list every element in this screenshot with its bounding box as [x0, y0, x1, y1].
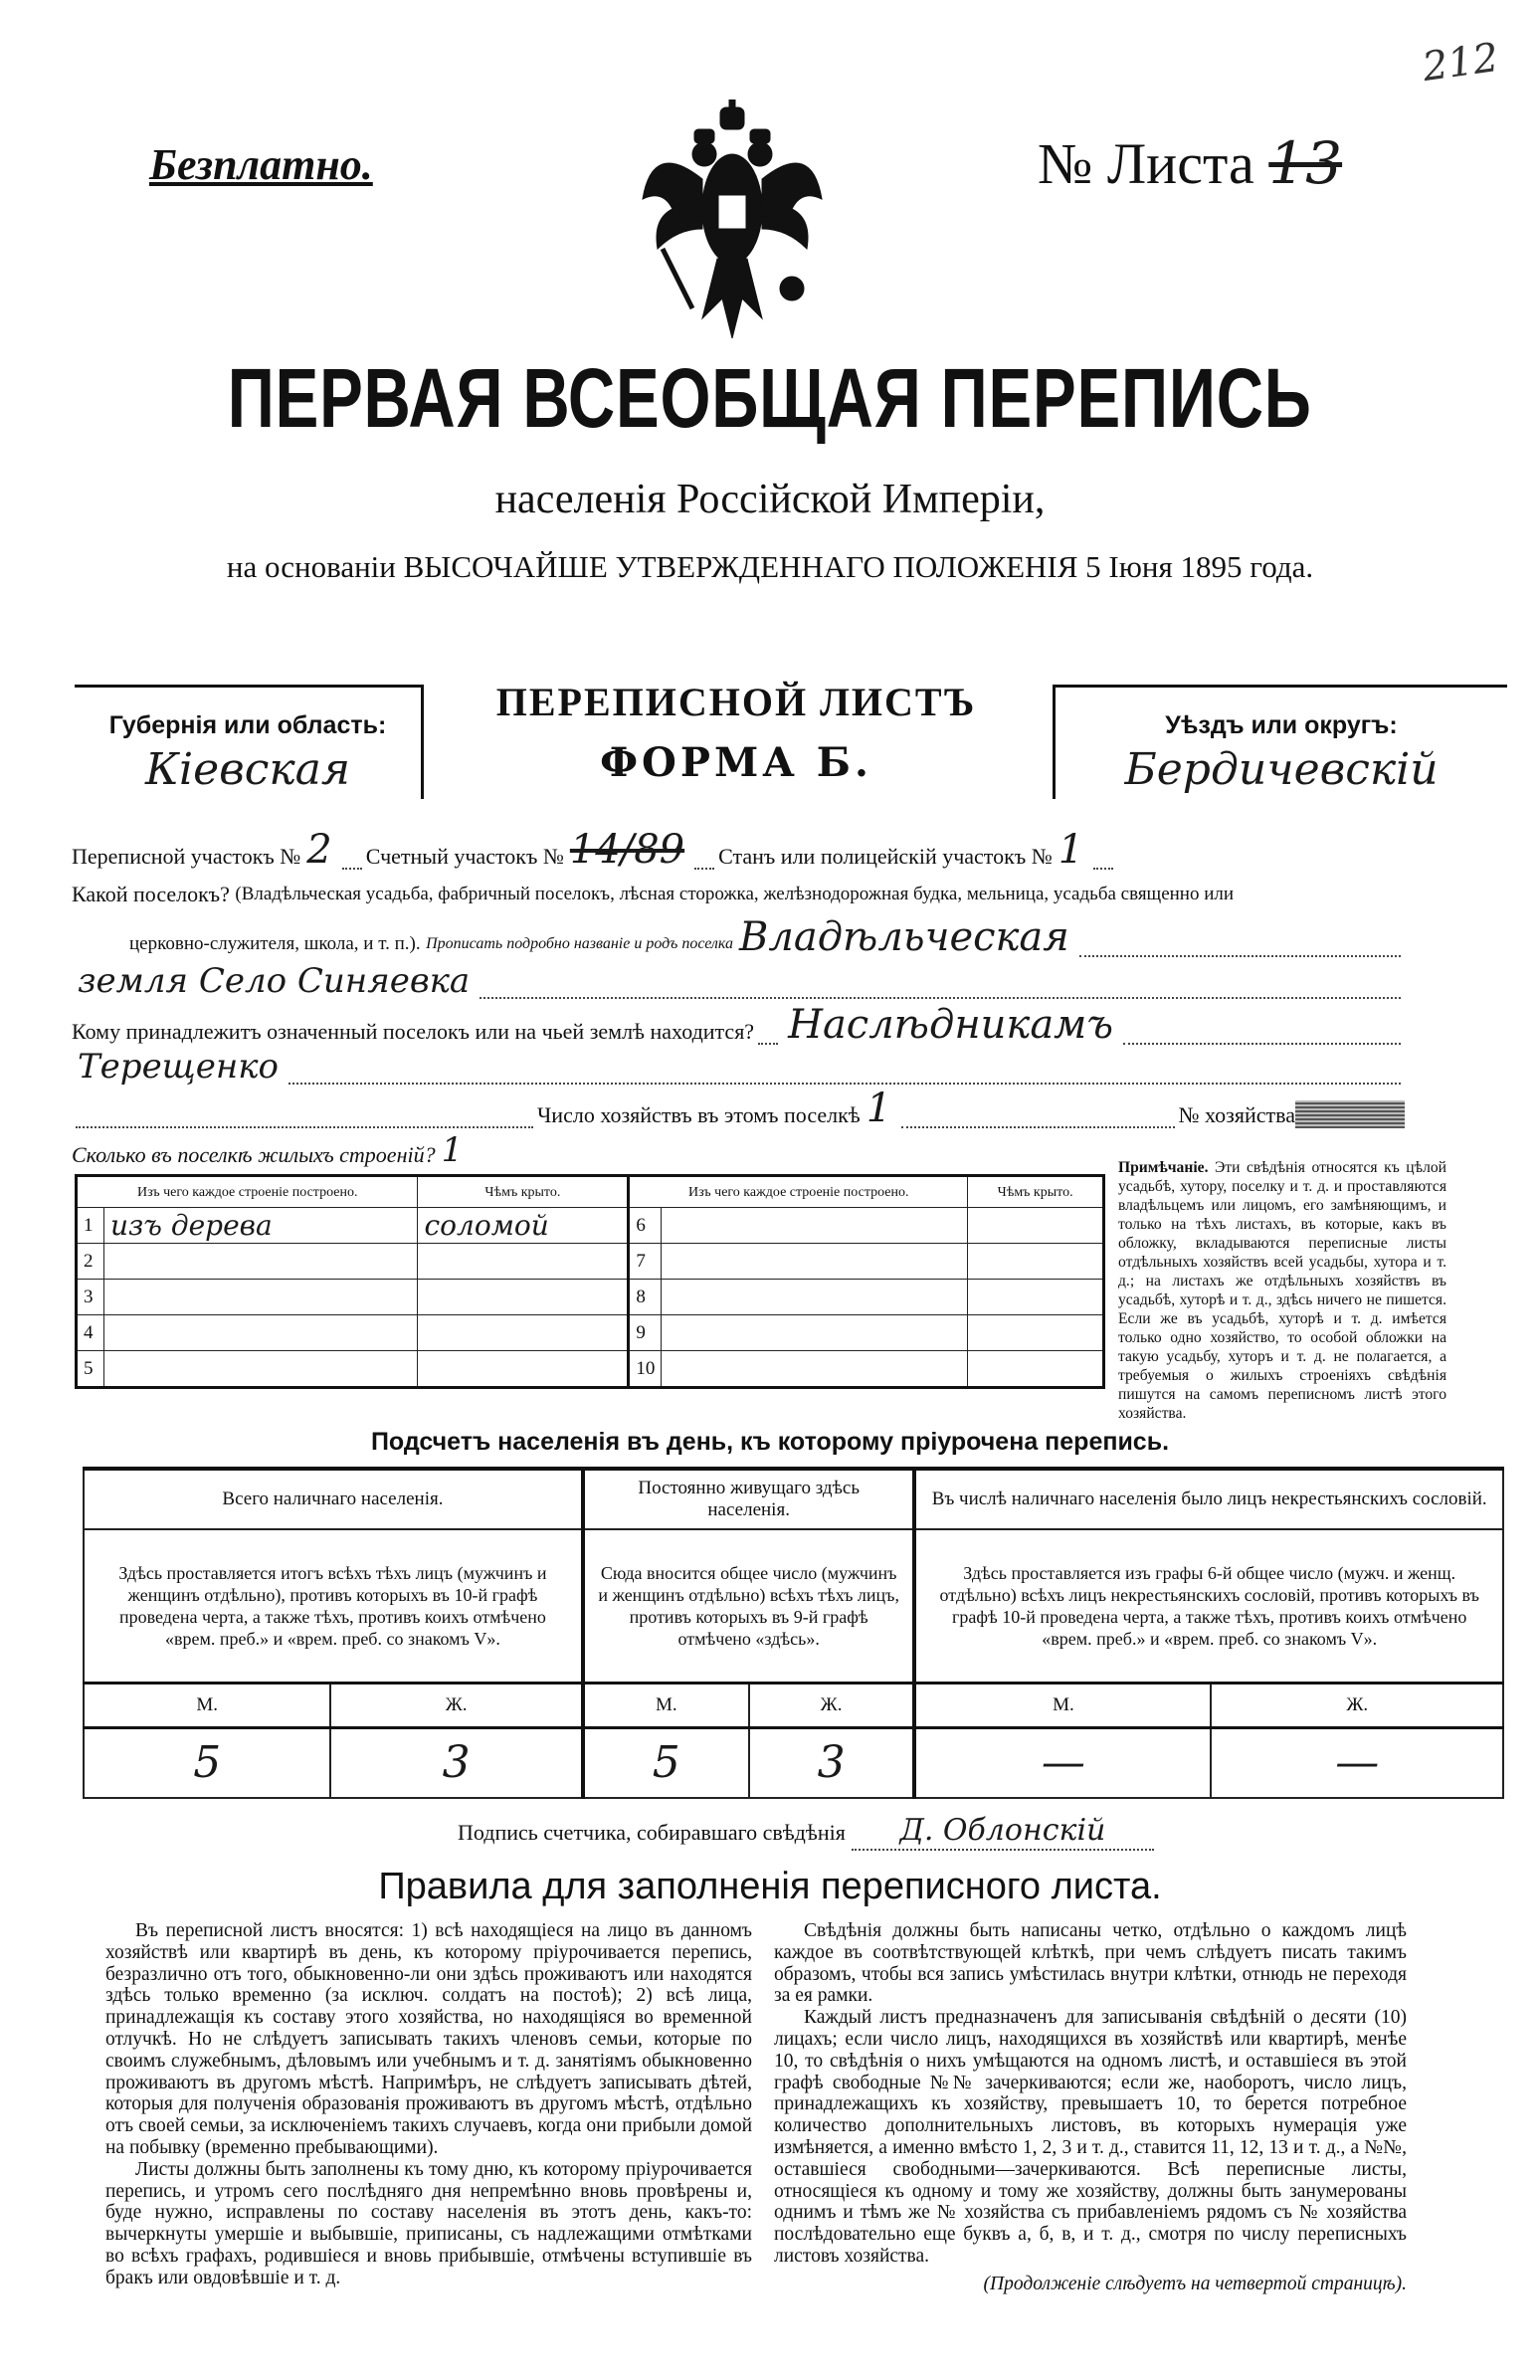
buildings-note [1118, 1158, 1446, 1423]
signature-field[interactable] [852, 1813, 1154, 1851]
building-roof-cell[interactable] [968, 1351, 1104, 1388]
settlement-hint-line [129, 914, 1405, 960]
building-material-cell[interactable] [662, 1351, 968, 1388]
enumerator-signature-line [458, 1813, 1154, 1851]
buildings-table [75, 1174, 1105, 1389]
owner-value-line [72, 1049, 1405, 1085]
col-material-left: Изъ чего каждое строеніе построено. [77, 1176, 418, 1208]
col-roof-left: Чѣмъ крыто. [418, 1176, 629, 1208]
signature-label: Подпись счетчика, собиравшаго свѣдѣнія [458, 1820, 846, 1845]
building-roof-cell[interactable] [418, 1315, 629, 1351]
building-row [77, 1315, 1104, 1351]
male-count-value[interactable]: 5 [583, 1728, 749, 1799]
rules-left-column [105, 1920, 752, 2289]
building-material-cell[interactable] [104, 1244, 418, 1280]
building-number: 3 [77, 1280, 104, 1315]
province-box [75, 685, 424, 799]
building-roof-cell[interactable] [418, 1280, 629, 1315]
building-material-cell[interactable] [662, 1315, 968, 1351]
building-number: 10 [629, 1351, 662, 1388]
document-subtitle: населенія Россійской Имперіи, [494, 477, 1046, 522]
building-material-cell[interactable] [662, 1208, 968, 1244]
building-number: 4 [77, 1315, 104, 1351]
building-material-cell[interactable] [662, 1280, 968, 1315]
building-number: 1 [77, 1208, 104, 1244]
male-label: М. [914, 1684, 1211, 1728]
building-roof-cell[interactable] [968, 1315, 1104, 1351]
household-no-label: № хозяйства [1178, 1102, 1295, 1127]
section-description: Здѣсь проставляется итогъ всѣхъ тѣхъ лицъ (мужчинъ и женщинъ отдѣльно), противъ которыхъ въ 10-й графѣ проведена черта, а также тѣхъ, противъ коихъ отмѣчено «врем. преб.» и «врем. преб. со знакомъ V». [84, 1529, 583, 1684]
settlement-value-1[interactable]: Владѣльческая [738, 914, 1069, 960]
areas-line [72, 827, 1096, 873]
section-header: Всего наличнаго населенія. [84, 1469, 583, 1529]
building-number: 2 [77, 1244, 104, 1280]
sheet-number-label: № Листа [1038, 131, 1254, 196]
building-number: 6 [629, 1208, 662, 1244]
section-description: Здѣсь проставляется изъ графы 6-й общее число (мужч. и женщ. отдѣльно) всѣхъ лицъ некрестьянскихъ сословій, противъ которыхъ въ графѣ 10-й проведена черта, а также тѣхъ, противъ коихъ отмѣчено «врем. преб.» и «врем. преб. со знакомъ V». [914, 1529, 1503, 1684]
document-title: ПЕРВАЯ ВСЕОБЩАЯ ПЕРЕПИСЬ [228, 351, 1312, 445]
owner-value-1[interactable]: Наслѣдникамъ [788, 1002, 1113, 1048]
settlement-value-2[interactable]: земля Село Синяевка [78, 961, 471, 1001]
building-material-cell[interactable] [104, 1315, 418, 1351]
census-area-label: Переписной участокъ № [72, 844, 301, 869]
province-value: Кіевская [144, 744, 351, 795]
household-no-redacted [1295, 1100, 1405, 1128]
buildings-label: Сколько въ поселкѣ жилыхъ строеній? [72, 1142, 436, 1167]
buildings-line [72, 1132, 569, 1168]
building-roof-cell[interactable]: соломой [418, 1208, 629, 1244]
female-count-value[interactable]: — [1211, 1728, 1503, 1799]
sheet-title-block [438, 679, 1035, 786]
police-area-label: Станъ или полицейскій участокъ № [718, 844, 1053, 869]
building-roof-cell[interactable] [968, 1280, 1104, 1315]
building-material-cell[interactable]: изъ дерева [104, 1208, 418, 1244]
building-row [77, 1280, 1104, 1315]
building-roof-cell[interactable] [968, 1244, 1104, 1280]
building-number: 7 [629, 1244, 662, 1280]
female-count-value[interactable]: 3 [749, 1728, 915, 1799]
section-header: Въ числѣ наличнаго населенія было лицъ некрестьянскихъ сословій. [914, 1469, 1503, 1529]
rules-title: Правила для заполненія переписного листа. [378, 1866, 1162, 1907]
settlement-value-line [72, 963, 1405, 999]
signature-value: Д. Облонскій [899, 1813, 1106, 1848]
rules-right-column [774, 1920, 1407, 2295]
settlement-hint-2: церковно-служителя, школа, и т. п.). [129, 933, 421, 954]
col-material-right: Изъ чего каждое строеніе построено. [629, 1176, 968, 1208]
owner-value-2[interactable]: Терещенко [78, 1047, 280, 1087]
building-row [77, 1208, 1104, 1244]
continuation-note: (Продолженіе слѣдуетъ на четвертой страницѣ). [983, 2273, 1407, 2294]
rules-paragraph: Въ переписной листъ вносятся: 1) всѣ находящіеся на лицо въ данномъ хозяйствѣ или квартирѣ въ день, къ которому пріурочивается перепись, безразлично отъ того, обыкновенно-ли они здѣсь проживаютъ или находятся здѣсь только временно (за исключ. солдатъ на постоѣ); 2) всѣ лица, принадлежащія къ составу этого хозяйства, но находящіяся во временной отлучкѣ. Но не слѣдуетъ записывать такихъ членовъ семьи, которые по своимъ служебнымъ, дѣловымъ или учебнымъ и т. д. занятіямъ обыкновенно проживаютъ въ другомъ мѣстѣ. Напримѣръ, не слѣдуетъ записывать дѣтей, которыя для полученія образованія проживаютъ въ другомъ мѣстѣ, отдѣльно отъ своей семьи, за исключеніемъ такихъ случаевъ, когда они прибыли домой на побывку (временно пребывающими). [105, 1920, 752, 2158]
settlement-label: Какой поселокъ? [72, 882, 230, 906]
sheet-number-value: 13 [1268, 129, 1343, 197]
building-roof-cell[interactable] [968, 1208, 1104, 1244]
note-label: Примѣчаніе. [1118, 1159, 1209, 1176]
section-header: Постоянно живущаго здѣсь населенія. [583, 1469, 915, 1529]
households-label: Число хозяйствъ въ этомъ поселкѣ [537, 1102, 861, 1127]
building-material-cell[interactable] [662, 1244, 968, 1280]
female-label: Ж. [330, 1684, 582, 1728]
building-material-cell[interactable] [104, 1351, 418, 1388]
rules-paragraph: Листы должны быть заполнены къ тому дню, къ которому пріурочивается перепись, и утромъ сего послѣдняго дня непремѣнно вновь провѣрены и, буде нужно, исправлены по составу населенія въ этотъ день, какъ-то: вычеркнуты умершіе и выбывшіе, приписаны, съ надлежащими отмѣтками во всѣхъ графахъ, родившіеся и вновь прибывшіе, отмѣчены вступившіе въ бракъ или овдовѣвшіе и т. д. [105, 2158, 752, 2288]
female-count-value[interactable]: 3 [330, 1728, 582, 1799]
count-area-value[interactable]: 14/89 [569, 827, 685, 873]
building-number: 5 [77, 1351, 104, 1388]
document-basis: на основаніи ВЫСОЧАЙШЕ УТВЕРЖДЕННАГО ПОЛОЖЕНІЯ 5 Іюня 1895 года. [226, 549, 1314, 584]
district-value: Бердичевскій [1124, 744, 1439, 795]
male-label: М. [84, 1684, 330, 1728]
households-line [72, 1086, 1405, 1131]
population-count-title: Подсчетъ населенія въ день, къ которому пріурочена перепись. [370, 1428, 1170, 1456]
form-name: ФОРМА Б. [600, 739, 872, 786]
owner-line [72, 1002, 1405, 1048]
male-label: М. [583, 1684, 749, 1728]
province-label: Губернія или область: [108, 711, 387, 739]
population-count-table [83, 1467, 1504, 1799]
count-area-label: Счетный участокъ № [365, 844, 564, 869]
building-number: 9 [629, 1315, 662, 1351]
building-row [77, 1351, 1104, 1388]
settlement-hint-1: (Владѣльческая усадьба, фабричный поселокъ, лѣсная сторожка, желѣзнодорожная будка, мельница, усадьба священно или [235, 884, 1235, 904]
section-description: Сюда вносится общее число (мужчинъ и женщинъ отдѣльно) всѣхъ тѣхъ лицъ, противъ которыхъ въ 9-й графѣ отмѣчено «здѣсь». [583, 1529, 915, 1684]
rules-paragraph: Свѣдѣнія должны быть написаны четко, отдѣльно о каждомъ лицѣ каждое въ соотвѣтствующей клѣткѣ, при чемъ слѣдуетъ писать такимъ образомъ, чтобы вся запись умѣстилась внутри клѣтки, отнюдь не переходя за ея рамки. [774, 1920, 1407, 2007]
note-text: Эти свѣдѣнія относятся къ цѣлой усадьбѣ, хутору, поселку и т. д. и проставляются владѣльцемъ или лицомъ, его замѣняющимъ, и только на тѣхъ листахъ, въ которые, какъ въ обложку, вкладываются переписные листы отдѣльныхъ хозяйствъ всей усадьбы, хутора и т. д.; на листахъ же отдѣльныхъ хозяйствъ въ усадьбѣ, хуторѣ и т. д., здѣсь ничего не пишется. Если же въ усадьбѣ, хуторѣ и т. д. имѣется только одно хозяйство, то особой обложки на такую усадьбу, хуторъ и т. д. не полагается, а требуемыя о жилыхъ строеніяхъ свѣдѣнія пишутся на самомъ переписномъ листѣ этого хозяйства. [1118, 1159, 1446, 1422]
free-of-charge-label: Безплатно. [149, 140, 373, 189]
col-roof-right: Чѣмъ крыто. [968, 1176, 1104, 1208]
building-roof-cell[interactable] [418, 1351, 629, 1388]
imperial-eagle-emblem-icon [633, 99, 832, 343]
rules-paragraph: Каждый листъ предназначенъ для записыванія свѣдѣній о десяти (10) лицахъ; если число лицъ, находящихся въ хозяйствѣ или квартирѣ, менѣе 10, то свѣдѣнія о нихъ умѣщаются на одномъ листѣ, и оставшіеся въ этой графѣ свободные №№ зачеркиваются; если же, наоборотъ, число лицъ, принадлежащихъ къ хозяйству, превышаетъ 10, то берется потребное количество дополнительныхъ листовъ, въ которыхъ нумерація уже измѣняется, а именно вмѣсто 1, 2, 3 и т. д., ставится 11, 12, 13 и т. д., а №№, оставшіеся свободными—зачеркиваются. Всѣ переписные листы, относящіеся къ одному и тому же хозяйству, должны быть занумерованы однимъ и тѣмъ же № хозяйства съ прибавленіемъ рядомъ съ № хозяйства послѣдовательно еще буквъ а, б, в, и т. д., смотря по числу переписныхъ листовъ хозяйства. [774, 2007, 1407, 2267]
building-row [77, 1244, 1104, 1280]
sheet-title: ПЕРЕПИСНОЙ ЛИСТЪ [495, 680, 977, 724]
buildings-value[interactable]: 1 [441, 1130, 464, 1170]
district-box [1053, 685, 1507, 799]
owner-label: Кому принадлежитъ означенный поселокъ или на чьей землѣ находится? [72, 1019, 755, 1044]
sheet-number [1038, 129, 1342, 197]
households-value[interactable]: 1 [866, 1086, 892, 1131]
male-count-value[interactable]: 5 [84, 1728, 330, 1799]
settlement-hint-3: Прописать подробно названіе и родъ поселка [426, 935, 733, 952]
female-label: Ж. [749, 1684, 915, 1728]
male-count-value[interactable]: — [914, 1728, 1211, 1799]
police-area-value[interactable]: 1 [1058, 827, 1084, 873]
settlement-line [72, 882, 1405, 907]
archive-page-number: 212 [1420, 34, 1502, 92]
census-area-value[interactable]: 2 [306, 827, 332, 873]
building-material-cell[interactable] [104, 1280, 418, 1315]
building-number: 8 [629, 1280, 662, 1315]
female-label: Ж. [1211, 1684, 1503, 1728]
building-roof-cell[interactable] [418, 1244, 629, 1280]
district-label: Уѣздъ или округъ: [1165, 711, 1398, 739]
